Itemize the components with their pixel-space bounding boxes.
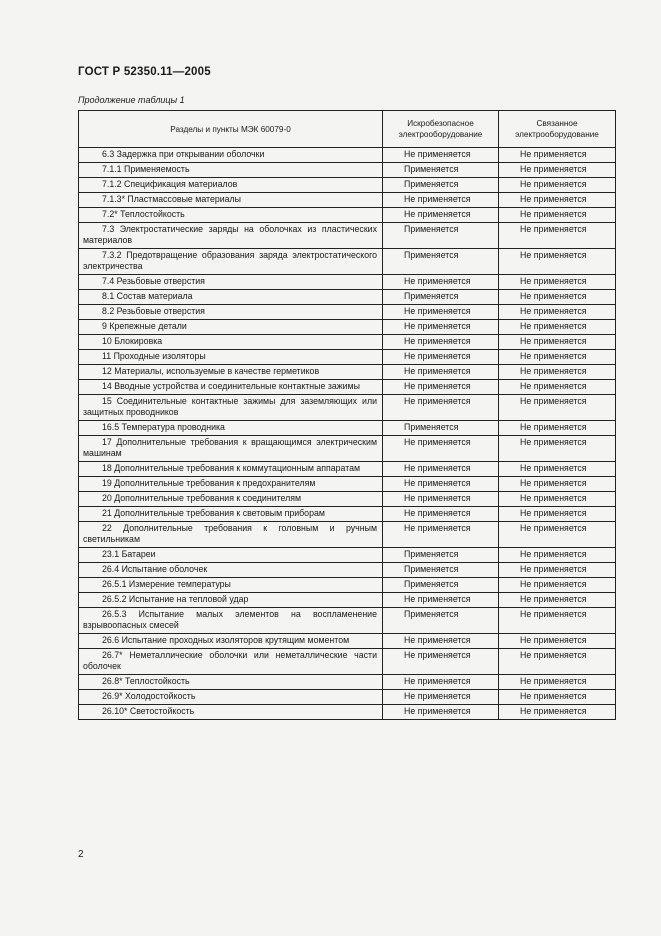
column-header-sections: Разделы и пункты МЭК 60079-0 [79, 111, 383, 148]
section-cell: 26.9* Холодостойкость [79, 690, 383, 705]
table-row [79, 477, 616, 492]
associated-cell: Не применяется [499, 690, 616, 705]
section-cell: 14 Вводные устройства и соединительные контактные зажимы [79, 380, 383, 395]
intrinsically-safe-cell: Не применяется [383, 335, 499, 350]
section-cell: 11 Проходные изоляторы [79, 350, 383, 365]
associated-cell: Не применяется [499, 380, 616, 395]
section-cell: 8.2 Резьбовые отверстия [79, 305, 383, 320]
requirements-table [78, 110, 616, 720]
associated-cell: Не применяется [499, 223, 616, 249]
associated-cell: Не применяется [499, 335, 616, 350]
table-caption: Продолжение таблицы 1 [78, 95, 185, 105]
intrinsically-safe-cell: Применяется [383, 421, 499, 436]
section-cell: 26.5.1 Измерение температуры [79, 578, 383, 593]
associated-cell: Не применяется [499, 275, 616, 290]
section-cell: 8.1 Состав материала [79, 290, 383, 305]
associated-cell: Не применяется [499, 395, 616, 421]
section-cell: 19 Дополнительные требования к предохранителям [79, 477, 383, 492]
associated-cell: Не применяется [499, 548, 616, 563]
associated-cell: Не применяется [499, 193, 616, 208]
page-number: 2 [78, 849, 84, 860]
intrinsically-safe-cell: Не применяется [383, 492, 499, 507]
intrinsically-safe-cell: Применяется [383, 608, 499, 634]
table-row [79, 380, 616, 395]
intrinsically-safe-cell: Не применяется [383, 507, 499, 522]
associated-cell: Не применяется [499, 675, 616, 690]
intrinsically-safe-cell: Не применяется [383, 522, 499, 548]
section-cell: 7.3 Электростатические заряды на оболочках из пластических материалов [79, 223, 383, 249]
section-cell: 7.1.1 Применяемость [79, 163, 383, 178]
section-cell: 26.10* Светостойкость [79, 705, 383, 720]
intrinsically-safe-cell: Не применяется [383, 193, 499, 208]
table-row [79, 593, 616, 608]
table-row [79, 436, 616, 462]
section-cell: 18 Дополнительные требования к коммутационным аппаратам [79, 462, 383, 477]
section-cell: 26.4 Испытание оболочек [79, 563, 383, 578]
table-row [79, 148, 616, 163]
intrinsically-safe-cell: Применяется [383, 548, 499, 563]
section-cell: 26.6 Испытание проходных изоляторов крутящим моментом [79, 634, 383, 649]
intrinsically-safe-cell: Применяется [383, 290, 499, 305]
table-row [79, 649, 616, 675]
section-cell: 7.4 Резьбовые отверстия [79, 275, 383, 290]
associated-cell: Не применяется [499, 634, 616, 649]
table-row [79, 578, 616, 593]
associated-cell: Не применяется [499, 350, 616, 365]
table-row [79, 275, 616, 290]
column-header-associated: Связанное электрооборудование [499, 111, 616, 148]
table-row [79, 690, 616, 705]
associated-cell: Не применяется [499, 365, 616, 380]
intrinsically-safe-cell: Применяется [383, 249, 499, 275]
table-row [79, 365, 616, 380]
associated-cell: Не применяется [499, 148, 616, 163]
table-row [79, 548, 616, 563]
intrinsically-safe-cell: Не применяется [383, 380, 499, 395]
intrinsically-safe-cell: Не применяется [383, 365, 499, 380]
associated-cell: Не применяется [499, 593, 616, 608]
table-row [79, 320, 616, 335]
associated-cell: Не применяется [499, 178, 616, 193]
section-cell: 21 Дополнительные требования к световым приборам [79, 507, 383, 522]
intrinsically-safe-cell: Не применяется [383, 477, 499, 492]
associated-cell: Не применяется [499, 477, 616, 492]
section-cell: 7.2* Теплостойкость [79, 208, 383, 223]
table-row [79, 178, 616, 193]
section-cell: 26.5.3 Испытание малых элементов на воспламенение взрывоопасных смесей [79, 608, 383, 634]
intrinsically-safe-cell: Не применяется [383, 705, 499, 720]
table-row [79, 462, 616, 477]
intrinsically-safe-cell: Применяется [383, 578, 499, 593]
section-cell: 26.5.2 Испытание на тепловой удар [79, 593, 383, 608]
section-cell: 7.1.2 Спецификация материалов [79, 178, 383, 193]
associated-cell: Не применяется [499, 290, 616, 305]
associated-cell: Не применяется [499, 305, 616, 320]
intrinsically-safe-cell: Не применяется [383, 395, 499, 421]
associated-cell: Не применяется [499, 208, 616, 223]
associated-cell: Не применяется [499, 563, 616, 578]
document-header: ГОСТ Р 52350.11—2005 [78, 66, 211, 78]
intrinsically-safe-cell: Не применяется [383, 649, 499, 675]
section-cell: 20 Дополнительные требования к соединителям [79, 492, 383, 507]
intrinsically-safe-cell: Применяется [383, 178, 499, 193]
table-row [79, 421, 616, 436]
intrinsically-safe-cell: Не применяется [383, 593, 499, 608]
section-cell: 17 Дополнительные требования к вращающимся электрическим машинам [79, 436, 383, 462]
section-cell: 23.1 Батареи [79, 548, 383, 563]
table-row [79, 563, 616, 578]
table-row [79, 492, 616, 507]
intrinsically-safe-cell: Не применяется [383, 148, 499, 163]
associated-cell: Не применяется [499, 649, 616, 675]
section-cell: 15 Соединительные контактные зажимы для заземляющих или защитных проводников [79, 395, 383, 421]
table-row [79, 305, 616, 320]
intrinsically-safe-cell: Не применяется [383, 275, 499, 290]
table-row [79, 675, 616, 690]
associated-cell: Не применяется [499, 492, 616, 507]
intrinsically-safe-cell: Не применяется [383, 634, 499, 649]
section-cell: 7.3.2 Предотвращение образования заряда электростатического электричества [79, 249, 383, 275]
intrinsically-safe-cell: Не применяется [383, 350, 499, 365]
table-row [79, 290, 616, 305]
associated-cell: Не применяется [499, 705, 616, 720]
section-cell: 12 Материалы, используемые в качестве герметиков [79, 365, 383, 380]
table-body [79, 148, 616, 720]
table-row [79, 522, 616, 548]
intrinsically-safe-cell: Не применяется [383, 320, 499, 335]
table-row [79, 193, 616, 208]
table-row [79, 395, 616, 421]
section-cell: 22 Дополнительные требования к головным и ручным светильникам [79, 522, 383, 548]
associated-cell: Не применяется [499, 578, 616, 593]
associated-cell: Не применяется [499, 507, 616, 522]
intrinsically-safe-cell: Применяется [383, 563, 499, 578]
associated-cell: Не применяется [499, 421, 616, 436]
table-row [79, 249, 616, 275]
associated-cell: Не применяется [499, 249, 616, 275]
associated-cell: Не применяется [499, 608, 616, 634]
table-row [79, 608, 616, 634]
intrinsically-safe-cell: Не применяется [383, 462, 499, 477]
column-header-intrinsically-safe: Искробезопасное электрооборудование [383, 111, 499, 148]
intrinsically-safe-cell: Не применяется [383, 436, 499, 462]
table-header-row [79, 111, 616, 148]
table-row [79, 350, 616, 365]
associated-cell: Не применяется [499, 462, 616, 477]
intrinsically-safe-cell: Не применяется [383, 690, 499, 705]
section-cell: 10 Блокировка [79, 335, 383, 350]
table-row [79, 208, 616, 223]
section-cell: 16.5 Температура проводника [79, 421, 383, 436]
section-cell: 26.8* Теплостойкость [79, 675, 383, 690]
intrinsically-safe-cell: Применяется [383, 223, 499, 249]
associated-cell: Не применяется [499, 320, 616, 335]
intrinsically-safe-cell: Не применяется [383, 305, 499, 320]
section-cell: 9 Крепежные детали [79, 320, 383, 335]
associated-cell: Не применяется [499, 436, 616, 462]
intrinsically-safe-cell: Не применяется [383, 208, 499, 223]
table-row [79, 335, 616, 350]
table-row [79, 223, 616, 249]
table-row [79, 705, 616, 720]
associated-cell: Не применяется [499, 163, 616, 178]
section-cell: 26.7* Неметаллические оболочки или неметаллические части оболочек [79, 649, 383, 675]
intrinsically-safe-cell: Применяется [383, 163, 499, 178]
associated-cell: Не применяется [499, 522, 616, 548]
section-cell: 6.3 Задержка при открывании оболочки [79, 148, 383, 163]
table-row [79, 634, 616, 649]
table-row [79, 507, 616, 522]
table-row [79, 163, 616, 178]
section-cell: 7.1.3* Пластмассовые материалы [79, 193, 383, 208]
intrinsically-safe-cell: Не применяется [383, 675, 499, 690]
